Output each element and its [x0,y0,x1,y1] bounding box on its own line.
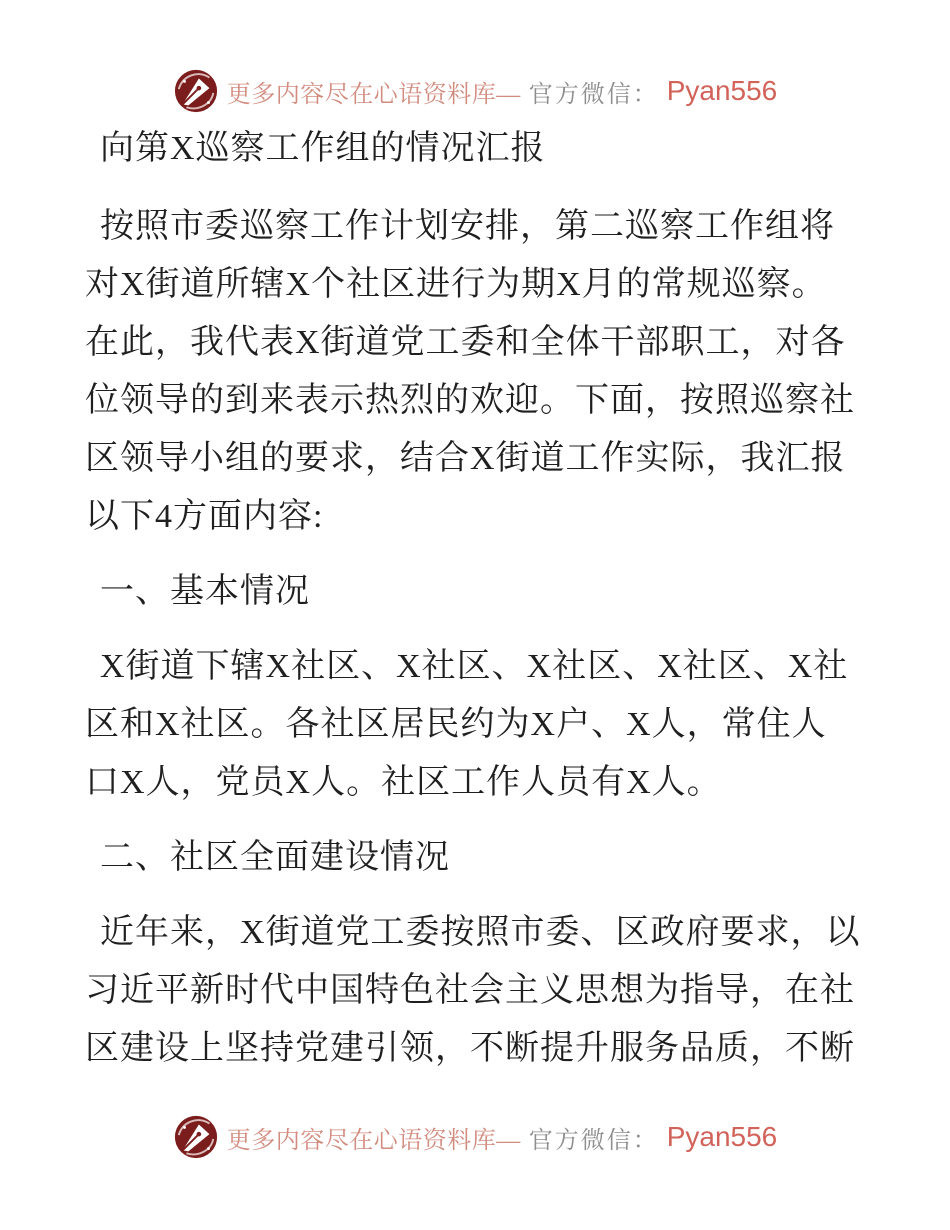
paragraph [85,638,875,812]
doc-line: 区领导小组的要求，结合X街道工作实际，我汇报 [85,440,846,477]
pen-seal-icon [173,1114,219,1160]
header-watermark [0,66,950,116]
paragraph [85,904,875,1078]
doc-line: X街道下辖X社区、X社区、X社区、X社区、X社 [100,648,849,685]
document-title [85,120,875,178]
doc-line: 位领导的到来表示热烈的欢迎。下面，按照巡察社 [85,382,855,419]
doc-line: 区和X社区。各社区居民约为X户、X人，常住人 [85,706,827,743]
footer-watermark [0,1112,950,1162]
doc-line: 对X街道所辖X个社区进行为期X月的常规巡察。 [85,266,827,303]
doc-line: 一、基本情况 [100,573,310,610]
doc-line: 口X人，党员X人。社区工作人员有X人。 [85,764,722,801]
watermark-wechat-id: Pyan556 [666,75,778,106]
watermark-text: 更多内容尽在心语资料库— [226,1127,521,1154]
doc-line: 向第X巡察工作组的情况汇报 [100,130,546,167]
doc-line: 以下4方面内容: [85,498,324,535]
doc-line: 二、社区全面建设情况 [100,839,450,876]
section-heading [85,829,875,887]
doc-line: 在此，我代表X街道党工委和全体干部职工，对各 [85,324,846,361]
paragraph [85,198,875,546]
pen-seal-icon [173,68,219,114]
watermark-wechat-label: 官方微信： [528,81,659,108]
document-body [85,120,875,1095]
watermark-text: 更多内容尽在心语资料库— [226,81,521,108]
watermark-wechat-id: Pyan556 [666,1121,778,1152]
section-heading [85,563,875,621]
doc-line: 按照市委巡察工作计划安排，第二巡察工作组将 [100,208,835,245]
doc-line: 习近平新时代中国特色社会主义思想为指导，在社 [85,972,855,1009]
doc-line: 区建设上坚持党建引领，不断提升服务品质，不断 [85,1030,855,1067]
watermark-wechat-label: 官方微信： [528,1127,659,1154]
doc-line: 近年来，X街道党工委按照市委、区政府要求，以 [100,914,861,951]
